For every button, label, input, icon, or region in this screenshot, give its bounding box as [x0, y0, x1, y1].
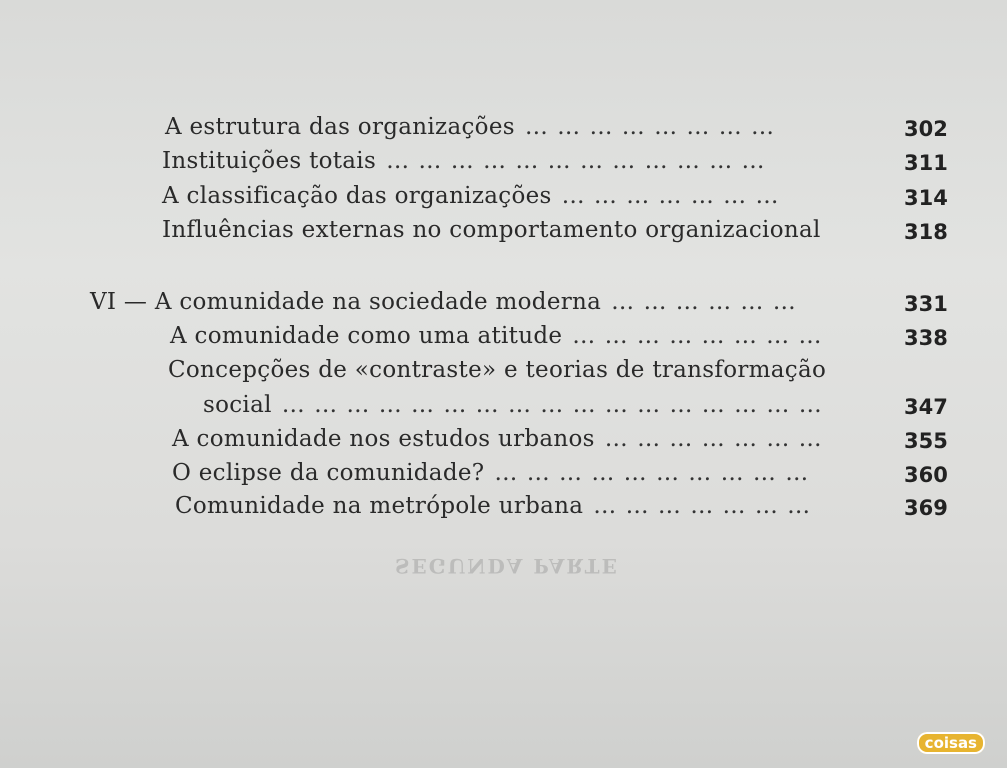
toc-entry[interactable]	[162, 217, 821, 243]
toc-entry-title: Concepções de «contraste» e teorias de transformação	[168, 357, 827, 383]
toc-page-number: 347	[904, 395, 948, 419]
toc-entry[interactable]	[172, 426, 823, 452]
toc-entry-title: O eclipse da comunidade?	[172, 460, 485, 486]
toc-entry-title: social	[203, 392, 272, 418]
toc-page-number: 355	[904, 429, 948, 453]
leader-dots: … … … … … … … …	[524, 114, 776, 140]
toc-page-number: 311	[904, 151, 948, 175]
toc-entry-title: Instituições totais	[162, 148, 377, 174]
toc-entry[interactable]	[165, 114, 775, 140]
leader-dots: … … … … … …	[611, 289, 797, 315]
bleed-through-heading: SEGUNDA PARTE	[395, 554, 619, 578]
toc-page-number: 338	[904, 326, 948, 350]
toc-page-number: 314	[904, 186, 948, 210]
toc-entry[interactable]	[168, 357, 826, 383]
toc-page-number: 331	[904, 292, 948, 316]
toc-entry-title: A comunidade como uma atitude	[170, 323, 563, 349]
toc-page-number: 302	[904, 117, 948, 141]
toc-entry-continuation[interactable]	[203, 392, 823, 418]
leader-dots: … … … … … … … …	[572, 323, 823, 349]
leader-dots: … … … … … … …	[604, 426, 823, 452]
toc-entry-title: A classificação das organizações	[162, 183, 552, 209]
toc-chapter-entry[interactable]	[90, 289, 797, 315]
leader-dots: … … … … … … … … … … … … … … … … …	[281, 392, 823, 418]
leader-dots: … … … … … … … … … …	[494, 460, 810, 486]
toc-entry-title: A estrutura das organizações	[165, 114, 515, 140]
toc-entry-title: Influências externas no comportamento organizacional	[162, 217, 821, 243]
toc-entry[interactable]	[170, 323, 822, 349]
toc-entry[interactable]	[162, 183, 780, 209]
toc-entry[interactable]	[172, 460, 809, 486]
toc-page-number: 360	[904, 463, 948, 487]
toc-chapter-title: VI — A comunidade na sociedade moderna	[90, 289, 602, 315]
leader-dots: … … … … … … … … … … … …	[386, 148, 766, 174]
leader-dots: … … … … … … …	[561, 183, 780, 209]
toc-entry-title: Comunidade na metrópole urbana	[175, 493, 584, 519]
toc-entry-title: A comunidade nos estudos urbanos	[172, 426, 595, 452]
leader-dots: … … … … … … …	[593, 493, 812, 519]
toc-page-number: 369	[904, 496, 948, 520]
toc-entry[interactable]	[175, 493, 811, 519]
coisas-logo: coisas	[917, 732, 985, 754]
toc-page-number: 318	[904, 220, 948, 244]
toc-entry[interactable]	[162, 148, 766, 174]
